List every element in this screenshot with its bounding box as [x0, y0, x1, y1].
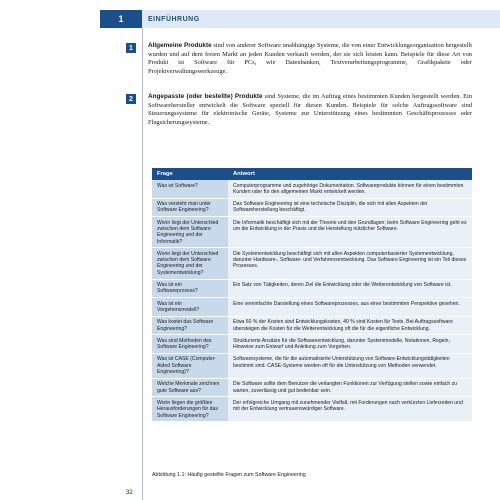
- question-cell: Worin liegt der Unterschied zwischen dem Software Engineering und der Informatik?: [152, 217, 228, 248]
- question-cell: Worin liegt der Unterschied zwischen dem Software Engineering und der Systementwicklung?: [152, 248, 228, 279]
- table-row: [152, 378, 472, 397]
- table-row: [152, 217, 472, 248]
- answer-cell: Das Software Engineering ist eine technische Disziplin, die sich mit allen Aspekten der Softwareherstellung beschäftigt.: [228, 198, 472, 217]
- answer-cell: Eine vereinfachte Darstellung eines Softwareprozesses, aus einer bestimmten Perspektive gesehen.: [228, 298, 472, 317]
- answer-cell: Etwa 60 % der Kosten sind Entwicklungskosten, 40 % sind Kosten für Tests. Bei Auftragssoftware übersteigen die Kosten für die Weiterentwicklung oft die für die eigentliche Entwicklung.: [228, 316, 472, 335]
- chapter-number: 1: [100, 10, 142, 28]
- table-row: [152, 298, 472, 317]
- chapter-header: [100, 10, 500, 28]
- question-cell: Was sind Methoden des Software Engineering?: [152, 335, 228, 354]
- column-header-question: Frage: [152, 168, 228, 180]
- item-number-badge: 2: [126, 94, 136, 104]
- question-cell: Welche Merkmale zeichnen gute Software aus?: [152, 378, 228, 397]
- item-text: [148, 93, 472, 127]
- table-row: [152, 316, 472, 335]
- item-number-badge: 1: [126, 43, 136, 53]
- question-cell: Worin liegen die größten Herausforderungen für das Software Engineering?: [152, 397, 228, 422]
- table-row: [152, 180, 472, 198]
- item-text: [148, 42, 472, 76]
- list-item-1: [126, 42, 472, 76]
- answer-cell: Softwaresysteme, die für die automatisierte Unterstützung von Software-Entwicklungstätigkeiten bestimmt sind. CASE-Systeme werden oft für die Unterstützung von Methoden verwendet.: [228, 353, 472, 378]
- table-row: [152, 279, 472, 298]
- answer-cell: Die Systementwicklung beschäftigt sich mit allen Aspekten computerbasierter Systementwicklung, darunter Hardware-, Software- und Verfahrensentwicklung. Das Software Engineering ist ein Teil dieses Prozesses.: [228, 248, 472, 279]
- table-row: [152, 397, 472, 422]
- page-number: 32: [126, 490, 133, 496]
- answer-cell: Ein Satz von Tätigkeiten, deren Ziel die Entwicklung oder die Weiterentwicklung von Software ist.: [228, 279, 472, 298]
- table-row: [152, 353, 472, 378]
- chapter-title: EINFÜHRUNG: [142, 10, 500, 28]
- table-body: [152, 180, 472, 422]
- table-row: [152, 198, 472, 217]
- answer-cell: Die Informatik beschäftigt sich mit der Theorie und den Grundlagen; beim Software Engineering geht es um die Entwicklung in der Praxis und die Herstellung nützlicher Software.: [228, 217, 472, 248]
- table-header-row: [152, 168, 472, 180]
- column-header-answer: Antwort: [228, 168, 472, 180]
- answer-cell: Strukturierte Ansätze für die Softwareentwicklung, darunter Systemmodelle, Notationen, Regeln, Hinweise zum Entwurf und Anleitung zum Vorgehen.: [228, 335, 472, 354]
- question-cell: Was ist Software?: [152, 180, 228, 198]
- list-item-2: [126, 93, 472, 127]
- question-cell: Was ist ein Softwareprozess?: [152, 279, 228, 298]
- item-term: Allgemeine Produkte: [148, 42, 212, 49]
- table-row: [152, 335, 472, 354]
- question-cell: Was ist ein Vorgehensmodell?: [152, 298, 228, 317]
- faq-table: [152, 168, 472, 422]
- figure-caption: Abbildung 1.1: Häufig gestellte Fragen zum Software Engineering: [152, 472, 306, 478]
- answer-cell: Computerprogramme und zugehörige Dokumentation. Softwareprodukte können für einen bestimmten Kunden oder für den allgemeinen Markt entwickelt werden.: [228, 180, 472, 198]
- table-row: [152, 248, 472, 279]
- answer-cell: Die Software sollte dem Benutzer die verlangten Funktionen zur Verfügung stellen sowie einfach zu warten, zuverlässig und gut bedienbar sein.: [228, 378, 472, 397]
- item-description: sind von anderer Software unabhängige Systeme, die von einer Entwicklungsorganisation hergestellt wurden und auf dem freien Markt an jeden Kunden verkauft werden, der sie sich leisten kann. Beispiele für diese Art von Produkt ist Software für PCs, wie Datenbanken, Textverarbeitungsprogramme, Grafikpakete oder Projektverwaltungswerkzeuge.: [148, 42, 472, 75]
- answer-cell: Der erfolgreiche Umgang mit zunehmender Vielfalt, mit Forderungen nach verkürzten Lieferzeiten und mit der Entwicklung vertrauenswürdiger Software.: [228, 397, 472, 422]
- item-description: sind Systeme, die im Auftrag eines bestimmten Kunden hergestellt werden. Ein Softwarehersteller entwickelt die Software speziell für diesen Kunden. Beispiele für solche Auftragssoftware sind Steuerungssysteme für elektronische Geräte, Systeme zur Unterstützung eines bestimmten Geschäftsprozesses oder Flugsicherungssysteme.: [148, 93, 472, 126]
- item-term: Angepasste (oder bestellte) Produkte: [148, 93, 263, 100]
- question-cell: Was ist CASE (Computer-Aided Software Engineering)?: [152, 353, 228, 378]
- question-cell: Was kostet das Software Engineering?: [152, 316, 228, 335]
- question-cell: Was versteht man unter Software Engineering?: [152, 198, 228, 217]
